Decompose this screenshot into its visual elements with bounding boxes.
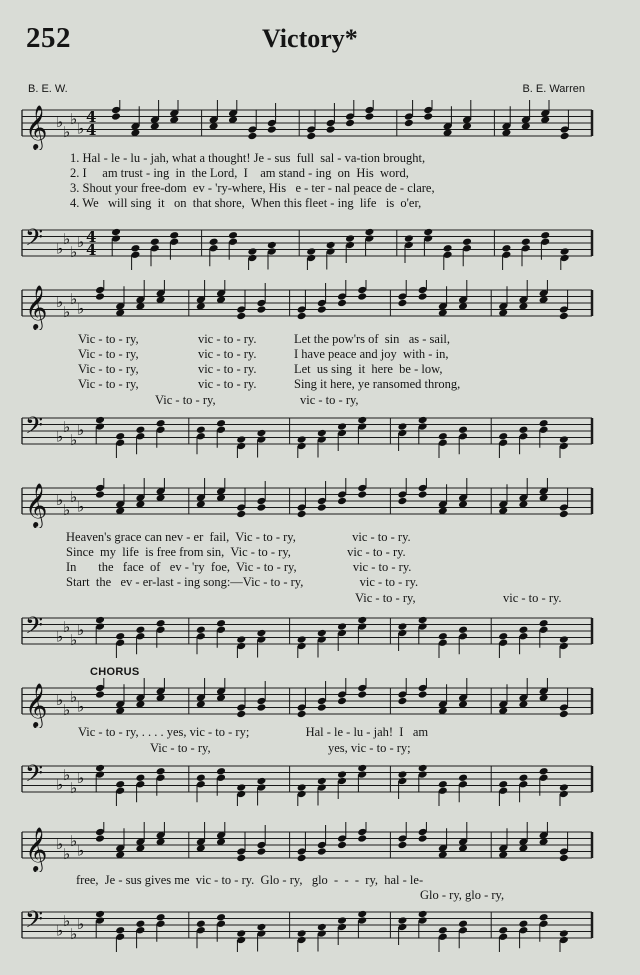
svg-text:♭: ♭: [56, 293, 64, 311]
bass-echo-4-2: yes, vic - to - ry;: [328, 741, 411, 755]
svg-text:♭: ♭: [56, 691, 64, 709]
svg-text:4: 4: [86, 228, 97, 246]
svg-text:𝄢: 𝄢: [25, 905, 44, 939]
svg-text:𝄢: 𝄢: [25, 759, 44, 793]
bass-staff-system-4: [0, 756, 640, 806]
hymn-title: Victory*: [262, 24, 358, 53]
svg-text:♭: ♭: [70, 778, 78, 797]
treble-staff-system-2: [0, 280, 640, 330]
svg-text:♭: ♭: [70, 831, 78, 850]
svg-text:♭: ♭: [56, 427, 64, 446]
svg-text:♭: ♭: [56, 775, 64, 794]
svg-text:♭: ♭: [63, 700, 71, 719]
svg-text:♭: ♭: [77, 497, 85, 516]
music-credit: B. E. Warren: [522, 83, 585, 95]
svg-text:♭: ♭: [77, 119, 85, 138]
verse-line-2-3: Vic - to - ry, vic - to - ry. Let us sing it here be - low,: [78, 362, 443, 376]
treble-staff-system-1: [0, 100, 640, 150]
verse-line-3-4: Start the ev - er-last - ing song:—Vic - to - ry, vic - to - ry.: [66, 575, 419, 589]
svg-text:♭: ♭: [77, 841, 85, 860]
svg-text:𝄞: 𝄞: [25, 827, 48, 871]
verse-line-1-1: 1. Hal - le - lu - jah, what a thought! Je - sus full sal - va-tion brought,: [70, 151, 426, 165]
verse-line-1-4: 4. We will sing it on that shore, When this fleet - ing life is o'er,: [70, 196, 422, 210]
svg-text:♭: ♭: [56, 835, 64, 853]
bass-echo-3-1: Vic - to - ry,: [355, 591, 416, 605]
svg-text:♭: ♭: [70, 487, 78, 506]
bass-echo-5-1: Glo - ry, glo - ry,: [420, 888, 505, 902]
svg-text:♭: ♭: [77, 697, 85, 716]
svg-text:𝄞: 𝄞: [25, 285, 48, 329]
svg-text:𝄢: 𝄢: [25, 611, 44, 645]
bass-staff-system-2: [0, 408, 640, 458]
bass-echo-4-1: Vic - to - ry,: [150, 741, 211, 755]
svg-text:♭: ♭: [63, 302, 71, 321]
svg-text:♭: ♭: [70, 630, 78, 649]
svg-text:♭: ♭: [70, 430, 78, 449]
svg-text:𝄞: 𝄞: [25, 483, 48, 527]
svg-text:𝄞: 𝄞: [25, 683, 48, 727]
svg-text:♭: ♭: [63, 122, 71, 141]
svg-text:♭: ♭: [70, 924, 78, 943]
verse-line-2-1: Vic - to - ry, vic - to - ry. Let the pow'rs of sin as - sail,: [78, 332, 451, 346]
svg-text:♭: ♭: [63, 417, 71, 436]
treble-staff-system-4: [0, 678, 640, 728]
verse-line-3-3: In the face of ev - 'ry foe, Vic - to - ry, vic - to - ry.: [66, 560, 412, 574]
svg-text:♭: ♭: [70, 109, 78, 128]
verse-line-1-2: 2. I am trust - ing in the Lord, I am stand - ing on His word,: [70, 166, 409, 180]
svg-text:𝄞: 𝄞: [25, 105, 48, 149]
svg-text:4: 4: [86, 108, 97, 126]
bass-echo-2-2: vic - to - ry,: [300, 393, 359, 407]
svg-text:♭: ♭: [70, 289, 78, 308]
bass-staff-system-5: [0, 902, 640, 952]
svg-text:♭: ♭: [70, 687, 78, 706]
chorus-label: CHORUS: [90, 666, 140, 678]
chorus-line-4: Vic - to - ry, . . . . yes, vic - to - ry; Hal - le - lu - jah! I am: [78, 725, 429, 739]
svg-text:♭: ♭: [63, 500, 71, 519]
svg-text:♭: ♭: [77, 299, 85, 318]
verse-line-2-4: Vic - to - ry, vic - to - ry. Sing it here, ye ransomed throng,: [78, 377, 461, 391]
svg-text:♭: ♭: [63, 229, 71, 248]
verse-line-3-2: Since my life is free from sin, Vic - to - ry, vic - to - ry.: [66, 545, 406, 559]
verse-line-2-2: Vic - to - ry, vic - to - ry. I have peace and joy with - in,: [78, 347, 449, 361]
bass-echo-2-1: Vic - to - ry,: [155, 393, 216, 407]
treble-staff-system-5: [0, 822, 640, 872]
svg-text:♭: ♭: [56, 491, 64, 509]
svg-text:♭: ♭: [77, 769, 85, 787]
svg-text:♭: ♭: [56, 239, 64, 258]
svg-text:♭: ♭: [63, 617, 71, 636]
bass-staff-system-1: [0, 220, 640, 270]
svg-text:𝄢: 𝄢: [25, 411, 44, 445]
verse-line-3-1: Heaven's grace can nev - er fail, Vic - to - ry, vic - to - ry.: [66, 530, 411, 544]
svg-text:♭: ♭: [63, 765, 71, 784]
chorus-line-5: free, Je - sus gives me vic - to - ry. Glo - ry, glo - - - ry, hal - le-: [76, 873, 424, 887]
svg-text:4: 4: [86, 121, 97, 139]
verse-line-1-3: 3. Shout your free-dom ev - 'ry-where, His e - ter - nal peace de - clare,: [70, 181, 435, 195]
svg-text:♭: ♭: [70, 242, 78, 261]
svg-text:𝄢: 𝄢: [25, 223, 44, 257]
svg-text:♭: ♭: [56, 113, 64, 131]
svg-text:♭: ♭: [77, 233, 85, 251]
svg-text:4: 4: [86, 241, 97, 259]
svg-text:♭: ♭: [63, 844, 71, 863]
svg-text:♭: ♭: [56, 921, 64, 940]
svg-text:♭: ♭: [77, 915, 85, 933]
svg-text:♭: ♭: [77, 621, 85, 639]
svg-text:♭: ♭: [56, 627, 64, 646]
svg-text:♭: ♭: [63, 911, 71, 930]
hymn-number: 252: [26, 22, 71, 54]
bass-echo-3-2: vic - to - ry.: [503, 591, 562, 605]
bass-staff-system-3: [0, 608, 640, 658]
svg-text:♭: ♭: [77, 421, 85, 439]
words-credit: B. E. W.: [28, 83, 68, 95]
treble-staff-system-3: [0, 478, 640, 528]
